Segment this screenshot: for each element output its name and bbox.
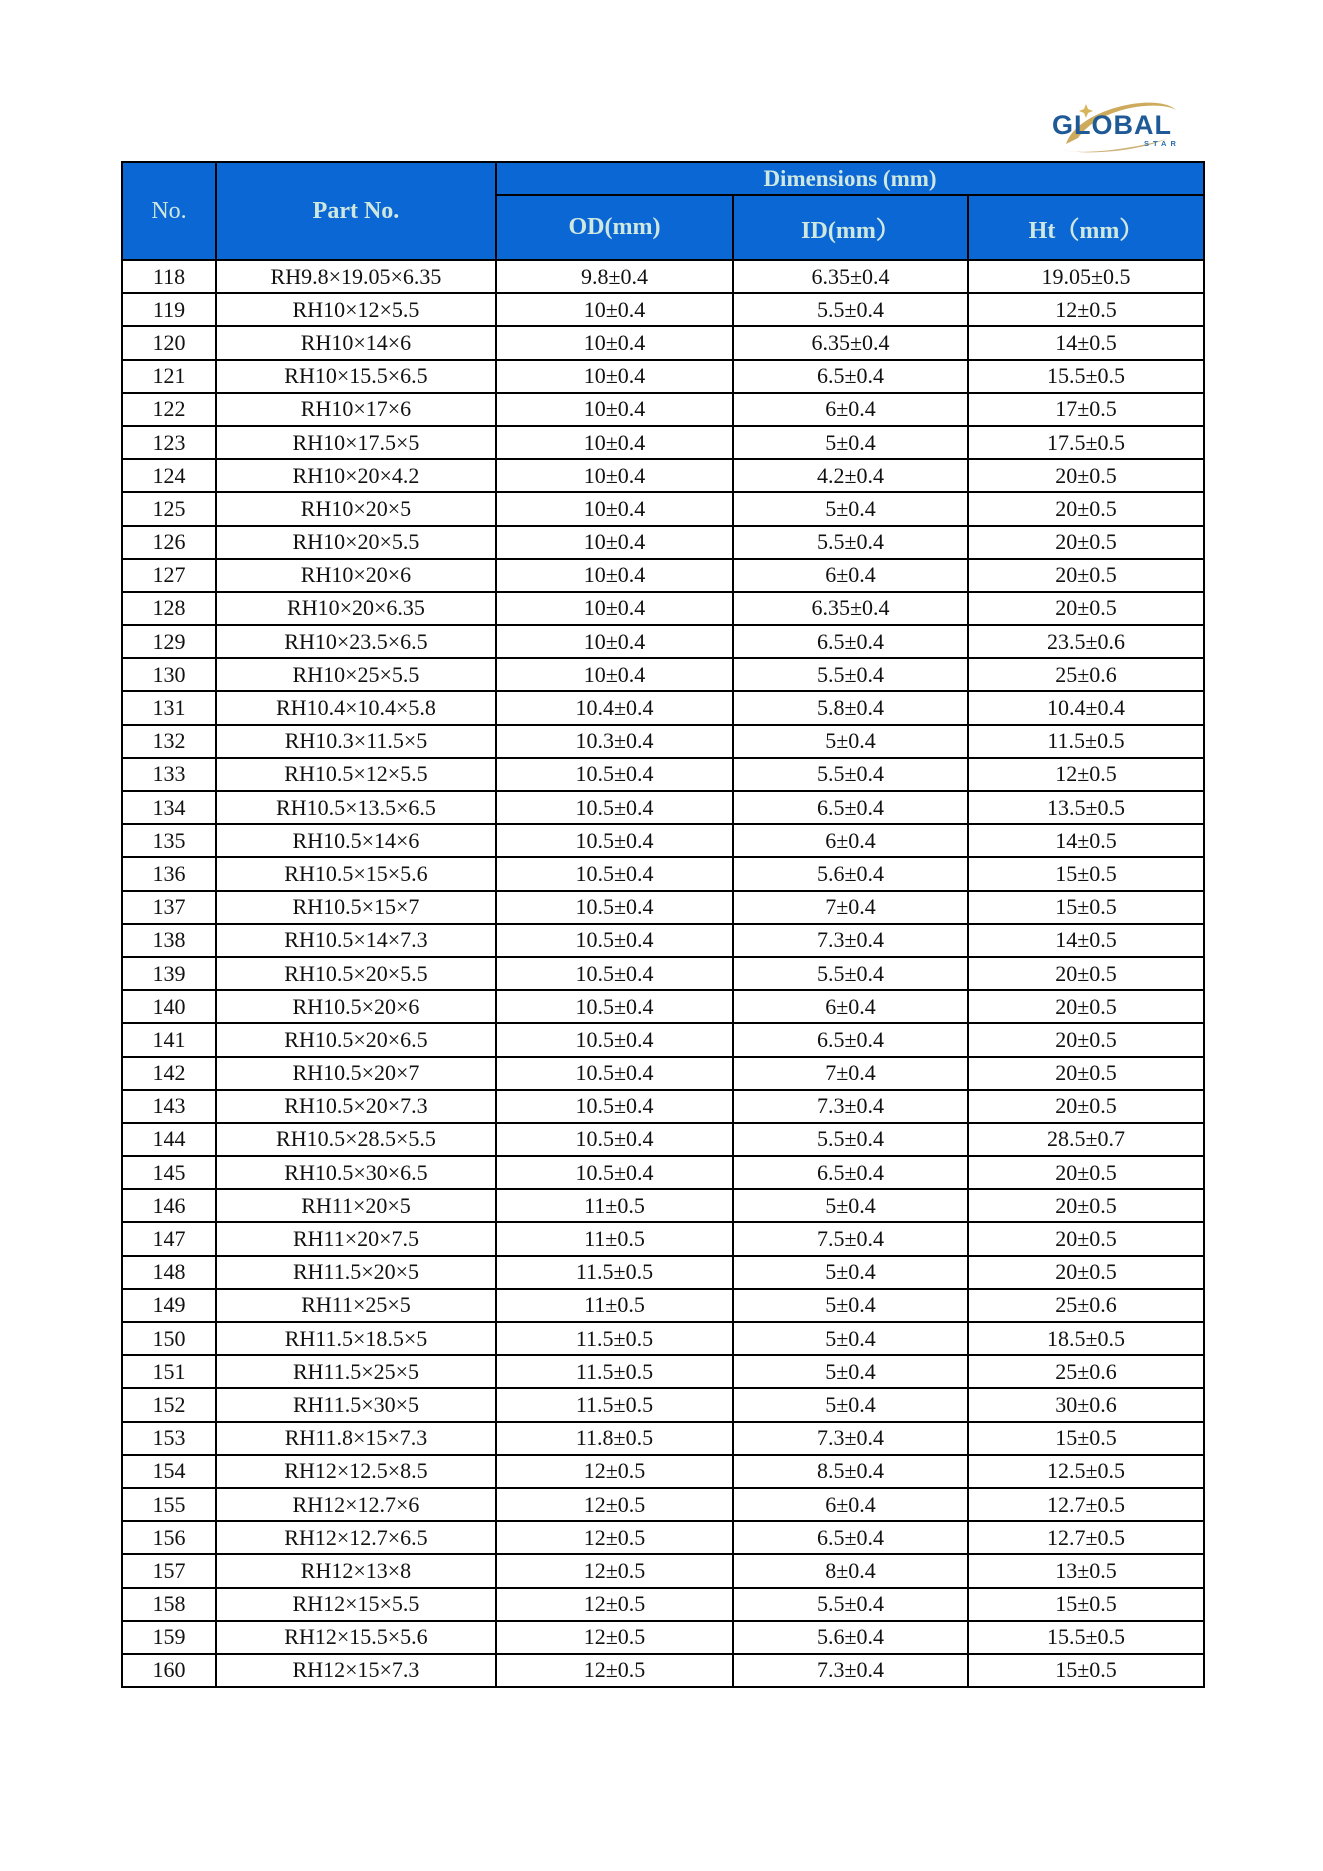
cell-no: 146 <box>122 1189 216 1222</box>
cell-no: 134 <box>122 791 216 824</box>
cell-no: 152 <box>122 1388 216 1421</box>
cell-part-no: RH11×20×7.5 <box>216 1222 496 1255</box>
cell-id: 7.3±0.4 <box>733 924 968 957</box>
cell-od: 10±0.4 <box>496 492 733 525</box>
table-row <box>122 326 1204 359</box>
cell-od: 12±0.5 <box>496 1654 733 1687</box>
cell-ht: 20±0.5 <box>968 1023 1204 1056</box>
cell-ht: 20±0.5 <box>968 1156 1204 1189</box>
cell-ht: 20±0.5 <box>968 1057 1204 1090</box>
table-row <box>122 1654 1204 1687</box>
cell-ht: 28.5±0.7 <box>968 1123 1204 1156</box>
cell-part-no: RH10.5×14×6 <box>216 824 496 857</box>
cell-part-no: RH9.8×19.05×6.35 <box>216 260 496 293</box>
cell-part-no: RH10.5×28.5×5.5 <box>216 1123 496 1156</box>
table-row <box>122 1455 1204 1488</box>
table-row <box>122 891 1204 924</box>
table-row <box>122 990 1204 1023</box>
cell-id: 5±0.4 <box>733 1355 968 1388</box>
cell-id: 5±0.4 <box>733 1289 968 1322</box>
cell-od: 10.5±0.4 <box>496 824 733 857</box>
cell-no: 135 <box>122 824 216 857</box>
cell-part-no: RH10.3×11.5×5 <box>216 725 496 758</box>
table-row <box>122 1355 1204 1388</box>
cell-no: 153 <box>122 1422 216 1455</box>
cell-ht: 25±0.6 <box>968 1289 1204 1322</box>
cell-part-no: RH10×17×6 <box>216 393 496 426</box>
table-row <box>122 957 1204 990</box>
cell-id: 5.5±0.4 <box>733 293 968 326</box>
table-row <box>122 725 1204 758</box>
cell-id: 7±0.4 <box>733 1057 968 1090</box>
cell-od: 10.5±0.4 <box>496 990 733 1023</box>
cell-part-no: RH12×15×7.3 <box>216 1654 496 1687</box>
table-body <box>122 260 1204 1687</box>
cell-ht: 14±0.5 <box>968 924 1204 957</box>
cell-ht: 15±0.5 <box>968 857 1204 890</box>
cell-ht: 20±0.5 <box>968 1222 1204 1255</box>
cell-od: 11.5±0.5 <box>496 1322 733 1355</box>
cell-id: 5±0.4 <box>733 1388 968 1421</box>
cell-od: 10.5±0.4 <box>496 891 733 924</box>
cell-part-no: RH11.8×15×7.3 <box>216 1422 496 1455</box>
cell-ht: 20±0.5 <box>968 957 1204 990</box>
table-row <box>122 526 1204 559</box>
cell-id: 6±0.4 <box>733 559 968 592</box>
cell-part-no: RH10.4×10.4×5.8 <box>216 691 496 724</box>
header-od: OD(mm) <box>496 195 733 260</box>
cell-od: 12±0.5 <box>496 1488 733 1521</box>
table-row <box>122 824 1204 857</box>
cell-id: 6.5±0.4 <box>733 625 968 658</box>
cell-id: 4.2±0.4 <box>733 459 968 492</box>
table-row <box>122 1388 1204 1421</box>
header-dimensions: Dimensions (mm) <box>496 162 1204 195</box>
cell-no: 145 <box>122 1156 216 1189</box>
cell-id: 6±0.4 <box>733 990 968 1023</box>
cell-id: 5.6±0.4 <box>733 857 968 890</box>
cell-part-no: RH10×20×6.35 <box>216 592 496 625</box>
table-row <box>122 1488 1204 1521</box>
table-row <box>122 1521 1204 1554</box>
cell-ht: 25±0.6 <box>968 1355 1204 1388</box>
cell-ht: 14±0.5 <box>968 824 1204 857</box>
cell-part-no: RH11×20×5 <box>216 1189 496 1222</box>
cell-part-no: RH11.5×18.5×5 <box>216 1322 496 1355</box>
cell-ht: 20±0.5 <box>968 1090 1204 1123</box>
cell-part-no: RH10.5×30×6.5 <box>216 1156 496 1189</box>
cell-od: 9.8±0.4 <box>496 260 733 293</box>
cell-ht: 15.5±0.5 <box>968 360 1204 393</box>
cell-id: 5±0.4 <box>733 1322 968 1355</box>
spec-table <box>121 161 1205 1688</box>
cell-ht: 18.5±0.5 <box>968 1322 1204 1355</box>
cell-id: 6.5±0.4 <box>733 360 968 393</box>
cell-no: 119 <box>122 293 216 326</box>
cell-part-no: RH12×12.5×8.5 <box>216 1455 496 1488</box>
cell-id: 6.35±0.4 <box>733 260 968 293</box>
cell-part-no: RH10.5×14×7.3 <box>216 924 496 957</box>
cell-part-no: RH10.5×20×7 <box>216 1057 496 1090</box>
cell-od: 10±0.4 <box>496 360 733 393</box>
cell-ht: 20±0.5 <box>968 526 1204 559</box>
table-row <box>122 260 1204 293</box>
cell-ht: 13.5±0.5 <box>968 791 1204 824</box>
cell-ht: 14±0.5 <box>968 326 1204 359</box>
table-row <box>122 1222 1204 1255</box>
cell-id: 8±0.4 <box>733 1554 968 1587</box>
cell-od: 10.5±0.4 <box>496 1156 733 1189</box>
cell-part-no: RH11.5×25×5 <box>216 1355 496 1388</box>
cell-no: 158 <box>122 1588 216 1621</box>
cell-id: 5.5±0.4 <box>733 658 968 691</box>
cell-od: 10±0.4 <box>496 625 733 658</box>
table-row <box>122 924 1204 957</box>
cell-ht: 15±0.5 <box>968 891 1204 924</box>
cell-ht: 30±0.6 <box>968 1388 1204 1421</box>
cell-od: 10.5±0.4 <box>496 1057 733 1090</box>
cell-ht: 23.5±0.6 <box>968 625 1204 658</box>
cell-no: 149 <box>122 1289 216 1322</box>
cell-od: 10±0.4 <box>496 326 733 359</box>
cell-no: 157 <box>122 1554 216 1587</box>
cell-no: 148 <box>122 1256 216 1289</box>
cell-no: 143 <box>122 1090 216 1123</box>
cell-no: 136 <box>122 857 216 890</box>
table-row <box>122 293 1204 326</box>
cell-part-no: RH10.5×20×7.3 <box>216 1090 496 1123</box>
cell-od: 10.5±0.4 <box>496 857 733 890</box>
cell-part-no: RH10×20×5 <box>216 492 496 525</box>
cell-no: 127 <box>122 559 216 592</box>
cell-no: 124 <box>122 459 216 492</box>
cell-ht: 17±0.5 <box>968 393 1204 426</box>
cell-part-no: RH12×13×8 <box>216 1554 496 1587</box>
cell-part-no: RH10.5×20×6 <box>216 990 496 1023</box>
cell-ht: 20±0.5 <box>968 459 1204 492</box>
table-row <box>122 492 1204 525</box>
cell-id: 6.35±0.4 <box>733 326 968 359</box>
cell-no: 131 <box>122 691 216 724</box>
cell-no: 123 <box>122 426 216 459</box>
cell-part-no: RH10.5×20×6.5 <box>216 1023 496 1056</box>
logo-subtext: STAR <box>1144 139 1180 148</box>
cell-od: 10±0.4 <box>496 658 733 691</box>
cell-ht: 19.05±0.5 <box>968 260 1204 293</box>
table-row <box>122 592 1204 625</box>
cell-ht: 17.5±0.5 <box>968 426 1204 459</box>
cell-no: 125 <box>122 492 216 525</box>
cell-od: 11.5±0.5 <box>496 1256 733 1289</box>
cell-no: 133 <box>122 758 216 791</box>
table-row <box>122 791 1204 824</box>
global-star-logo <box>1048 94 1208 156</box>
table-row <box>122 1023 1204 1056</box>
table-row <box>122 559 1204 592</box>
table-row <box>122 393 1204 426</box>
cell-id: 6.5±0.4 <box>733 1023 968 1056</box>
cell-part-no: RH12×15.5×5.6 <box>216 1621 496 1654</box>
table-row <box>122 625 1204 658</box>
cell-no: 160 <box>122 1654 216 1687</box>
table-row <box>122 1123 1204 1156</box>
cell-id: 5.5±0.4 <box>733 1123 968 1156</box>
cell-od: 10.5±0.4 <box>496 957 733 990</box>
cell-od: 11.5±0.5 <box>496 1355 733 1388</box>
cell-no: 159 <box>122 1621 216 1654</box>
cell-od: 12±0.5 <box>496 1455 733 1488</box>
cell-id: 5.5±0.4 <box>733 526 968 559</box>
cell-no: 150 <box>122 1322 216 1355</box>
table-row <box>122 1621 1204 1654</box>
table-row <box>122 1588 1204 1621</box>
cell-od: 10.5±0.4 <box>496 758 733 791</box>
cell-part-no: RH10.5×15×7 <box>216 891 496 924</box>
cell-od: 12±0.5 <box>496 1521 733 1554</box>
cell-ht: 15±0.5 <box>968 1422 1204 1455</box>
cell-part-no: RH10×23.5×6.5 <box>216 625 496 658</box>
cell-ht: 12±0.5 <box>968 758 1204 791</box>
cell-part-no: RH10×20×6 <box>216 559 496 592</box>
cell-od: 10.5±0.4 <box>496 791 733 824</box>
cell-od: 12±0.5 <box>496 1621 733 1654</box>
cell-id: 6±0.4 <box>733 824 968 857</box>
table-row <box>122 658 1204 691</box>
cell-ht: 20±0.5 <box>968 559 1204 592</box>
cell-id: 7.3±0.4 <box>733 1654 968 1687</box>
cell-part-no: RH10.5×15×5.6 <box>216 857 496 890</box>
cell-no: 121 <box>122 360 216 393</box>
cell-part-no: RH10×12×5.5 <box>216 293 496 326</box>
cell-part-no: RH10×15.5×6.5 <box>216 360 496 393</box>
table-row <box>122 758 1204 791</box>
cell-no: 141 <box>122 1023 216 1056</box>
cell-od: 10.5±0.4 <box>496 1023 733 1056</box>
cell-od: 11±0.5 <box>496 1189 733 1222</box>
cell-od: 10±0.4 <box>496 393 733 426</box>
cell-part-no: RH10.5×13.5×6.5 <box>216 791 496 824</box>
cell-od: 10±0.4 <box>496 559 733 592</box>
cell-no: 128 <box>122 592 216 625</box>
cell-id: 5±0.4 <box>733 492 968 525</box>
cell-ht: 20±0.5 <box>968 990 1204 1023</box>
table-row <box>122 1422 1204 1455</box>
cell-id: 7.3±0.4 <box>733 1422 968 1455</box>
cell-id: 7.5±0.4 <box>733 1222 968 1255</box>
cell-no: 156 <box>122 1521 216 1554</box>
cell-no: 140 <box>122 990 216 1023</box>
cell-od: 10±0.4 <box>496 293 733 326</box>
cell-ht: 13±0.5 <box>968 1554 1204 1587</box>
cell-no: 147 <box>122 1222 216 1255</box>
cell-part-no: RH12×12.7×6.5 <box>216 1521 496 1554</box>
cell-ht: 25±0.6 <box>968 658 1204 691</box>
table-row <box>122 459 1204 492</box>
cell-id: 5.6±0.4 <box>733 1621 968 1654</box>
logo-text: GLOBAL <box>1052 110 1172 140</box>
cell-id: 6±0.4 <box>733 393 968 426</box>
cell-no: 138 <box>122 924 216 957</box>
table-row <box>122 1189 1204 1222</box>
cell-id: 5.5±0.4 <box>733 1588 968 1621</box>
cell-id: 6.35±0.4 <box>733 592 968 625</box>
table-row <box>122 1090 1204 1123</box>
cell-id: 6.5±0.4 <box>733 1156 968 1189</box>
cell-id: 5±0.4 <box>733 426 968 459</box>
cell-ht: 12.7±0.5 <box>968 1488 1204 1521</box>
cell-no: 130 <box>122 658 216 691</box>
header-ht: Ht（mm） <box>968 195 1204 260</box>
cell-od: 10±0.4 <box>496 426 733 459</box>
table-row <box>122 1057 1204 1090</box>
cell-id: 6.5±0.4 <box>733 791 968 824</box>
cell-part-no: RH10×25×5.5 <box>216 658 496 691</box>
cell-od: 11±0.5 <box>496 1289 733 1322</box>
table-row <box>122 1256 1204 1289</box>
table-row <box>122 1289 1204 1322</box>
table-row <box>122 1156 1204 1189</box>
cell-od: 11.8±0.5 <box>496 1422 733 1455</box>
cell-od: 10±0.4 <box>496 592 733 625</box>
cell-part-no: RH10×20×5.5 <box>216 526 496 559</box>
cell-no: 118 <box>122 260 216 293</box>
cell-no: 129 <box>122 625 216 658</box>
cell-ht: 20±0.5 <box>968 492 1204 525</box>
cell-no: 137 <box>122 891 216 924</box>
table-row <box>122 857 1204 890</box>
cell-od: 10.5±0.4 <box>496 1123 733 1156</box>
cell-no: 132 <box>122 725 216 758</box>
cell-no: 122 <box>122 393 216 426</box>
cell-no: 120 <box>122 326 216 359</box>
cell-no: 144 <box>122 1123 216 1156</box>
cell-part-no: RH12×15×5.5 <box>216 1588 496 1621</box>
cell-part-no: RH11.5×30×5 <box>216 1388 496 1421</box>
cell-part-no: RH11.5×20×5 <box>216 1256 496 1289</box>
table-row <box>122 1322 1204 1355</box>
cell-id: 5.5±0.4 <box>733 758 968 791</box>
cell-part-no: RH10.5×12×5.5 <box>216 758 496 791</box>
cell-ht: 20±0.5 <box>968 1189 1204 1222</box>
cell-ht: 15±0.5 <box>968 1654 1204 1687</box>
cell-no: 139 <box>122 957 216 990</box>
cell-od: 10.3±0.4 <box>496 725 733 758</box>
cell-part-no: RH12×12.7×6 <box>216 1488 496 1521</box>
header-part-no: Part No. <box>216 162 496 260</box>
cell-od: 10±0.4 <box>496 526 733 559</box>
cell-id: 7.3±0.4 <box>733 1090 968 1123</box>
header-id: ID(mm） <box>733 195 968 260</box>
cell-no: 151 <box>122 1355 216 1388</box>
cell-part-no: RH10×14×6 <box>216 326 496 359</box>
cell-id: 5±0.4 <box>733 1256 968 1289</box>
cell-id: 6.5±0.4 <box>733 1521 968 1554</box>
cell-no: 126 <box>122 526 216 559</box>
cell-od: 12±0.5 <box>496 1554 733 1587</box>
cell-id: 5±0.4 <box>733 1189 968 1222</box>
header-no: No. <box>122 162 216 260</box>
cell-id: 5.5±0.4 <box>733 957 968 990</box>
table-row <box>122 691 1204 724</box>
cell-ht: 12±0.5 <box>968 293 1204 326</box>
cell-ht: 11.5±0.5 <box>968 725 1204 758</box>
cell-od: 10.5±0.4 <box>496 924 733 957</box>
cell-od: 10.5±0.4 <box>496 1090 733 1123</box>
cell-no: 155 <box>122 1488 216 1521</box>
table-row <box>122 360 1204 393</box>
cell-od: 10.4±0.4 <box>496 691 733 724</box>
cell-ht: 12.7±0.5 <box>968 1521 1204 1554</box>
cell-id: 8.5±0.4 <box>733 1455 968 1488</box>
cell-id: 6±0.4 <box>733 1488 968 1521</box>
cell-od: 11±0.5 <box>496 1222 733 1255</box>
cell-id: 5±0.4 <box>733 725 968 758</box>
cell-id: 5.8±0.4 <box>733 691 968 724</box>
cell-ht: 20±0.5 <box>968 1256 1204 1289</box>
cell-ht: 15.5±0.5 <box>968 1621 1204 1654</box>
cell-ht: 12.5±0.5 <box>968 1455 1204 1488</box>
cell-part-no: RH10×20×4.2 <box>216 459 496 492</box>
cell-part-no: RH10×17.5×5 <box>216 426 496 459</box>
cell-no: 142 <box>122 1057 216 1090</box>
cell-ht: 10.4±0.4 <box>968 691 1204 724</box>
cell-ht: 15±0.5 <box>968 1588 1204 1621</box>
table-row <box>122 426 1204 459</box>
cell-od: 11.5±0.5 <box>496 1388 733 1421</box>
cell-od: 12±0.5 <box>496 1588 733 1621</box>
cell-id: 7±0.4 <box>733 891 968 924</box>
cell-no: 154 <box>122 1455 216 1488</box>
cell-ht: 20±0.5 <box>968 592 1204 625</box>
cell-part-no: RH11×25×5 <box>216 1289 496 1322</box>
table-row <box>122 1554 1204 1587</box>
cell-od: 10±0.4 <box>496 459 733 492</box>
cell-part-no: RH10.5×20×5.5 <box>216 957 496 990</box>
